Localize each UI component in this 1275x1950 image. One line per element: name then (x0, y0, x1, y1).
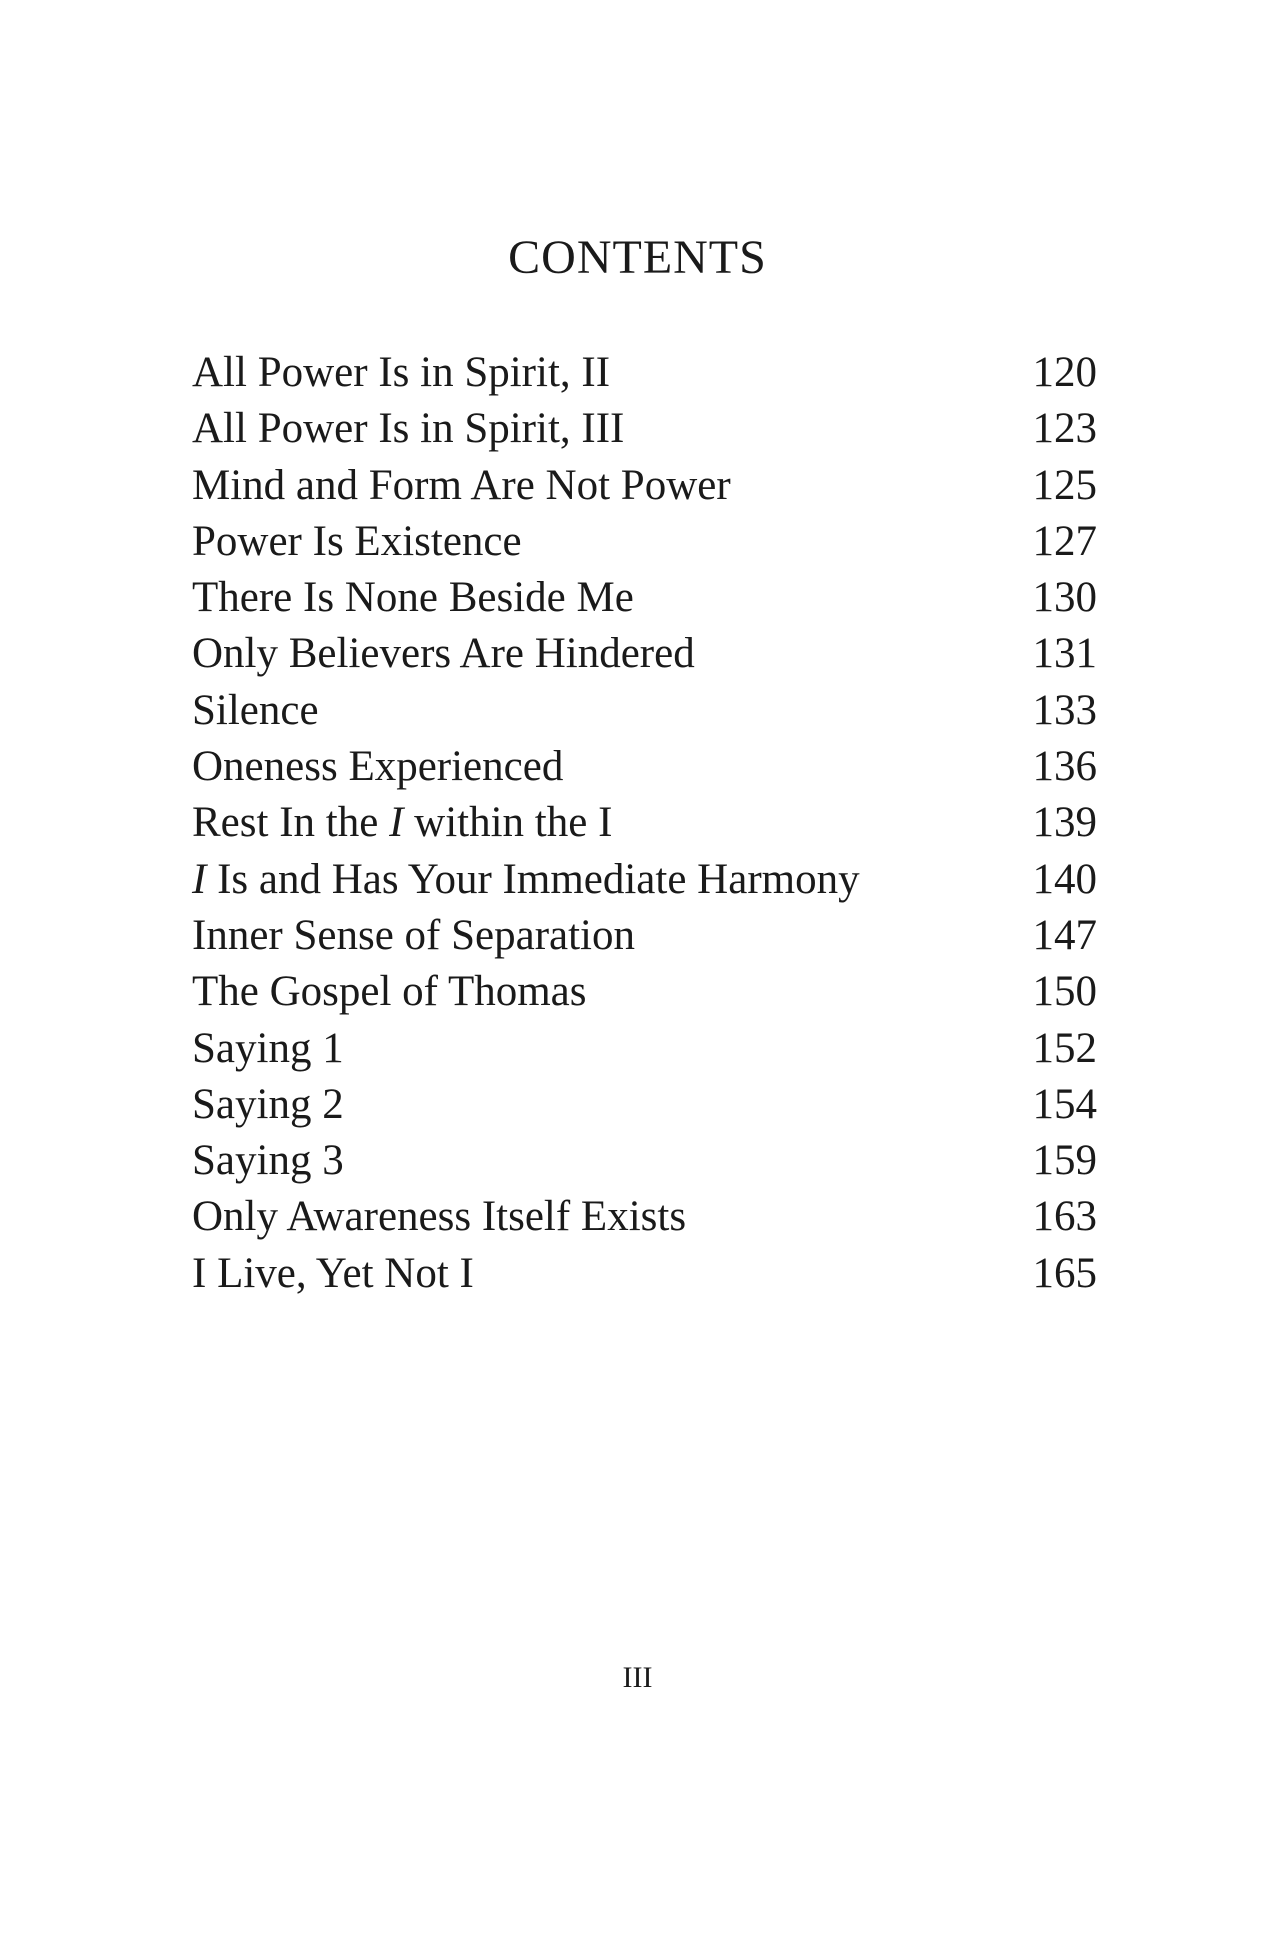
toc-entry-page: 154 (1032, 1080, 1097, 1128)
toc-entry-title-part: Is and Has Your Immediate Harmony (206, 855, 860, 903)
toc-entry-page: 163 (1032, 1193, 1097, 1241)
toc-entry-page: 159 (1032, 1137, 1097, 1185)
toc-entry (192, 458, 1097, 514)
toc-entry-title: Oneness Experienced (192, 743, 564, 791)
toc-entry-title: Saying 2 (192, 1080, 344, 1128)
toc-entry-title: I Live, Yet Not I (192, 1249, 474, 1297)
toc-entry-page: 131 (1032, 630, 1097, 678)
toc-entry-title: There Is None Beside Me (192, 574, 634, 622)
toc-entry-page: 136 (1032, 743, 1097, 791)
toc-entry (192, 852, 1097, 908)
toc-entry-page: 123 (1032, 405, 1097, 453)
toc-entry (192, 514, 1097, 570)
toc-entry-page: 133 (1032, 686, 1097, 734)
toc-entry-page: 152 (1032, 1024, 1097, 1072)
toc-entry-title: Inner Sense of Separation (192, 911, 635, 959)
toc-entry-title: Saying 1 (192, 1024, 344, 1072)
toc-entry-page: 139 (1032, 799, 1097, 847)
toc-entry (192, 1133, 1097, 1189)
toc-entry-title: All Power Is in Spirit, III (192, 405, 625, 453)
toc-entry (192, 1077, 1097, 1133)
toc-entry-title-part: within the I (403, 799, 613, 847)
toc-entry-title-italic: I (192, 855, 207, 903)
toc-entry-page: 120 (1032, 349, 1097, 396)
toc-entry-title-part: Rest In the (192, 799, 390, 847)
table-of-contents (192, 345, 1097, 1302)
toc-entry-page: 140 (1032, 855, 1097, 903)
toc-entry-title: All Power Is in Spirit, II (192, 349, 611, 396)
toc-entry-page: 147 (1032, 911, 1097, 959)
toc-entry (192, 1246, 1097, 1302)
toc-entry (192, 401, 1097, 457)
toc-entry-title (192, 795, 1017, 851)
toc-entry-page: 125 (1032, 461, 1097, 509)
toc-entry (192, 908, 1097, 964)
toc-entry (192, 1189, 1097, 1245)
toc-entry (192, 1021, 1097, 1077)
toc-entry (192, 795, 1097, 851)
toc-entry-page: 127 (1032, 517, 1097, 565)
toc-entry (192, 964, 1097, 1020)
toc-entry-title: Saying 3 (192, 1137, 344, 1185)
toc-entry-page: 130 (1032, 574, 1097, 622)
toc-entry (192, 683, 1097, 739)
toc-entry (192, 570, 1097, 626)
toc-entry (192, 345, 1097, 401)
toc-entry-title: Power Is Existence (192, 517, 522, 565)
toc-entry-title: Mind and Form Are Not Power (192, 461, 731, 509)
toc-entry-page: 150 (1032, 968, 1097, 1016)
toc-entry-page: 165 (1032, 1249, 1097, 1297)
toc-entry (192, 739, 1097, 795)
toc-entry-title-italic: I (389, 799, 404, 847)
page-title: CONTENTS (508, 231, 767, 284)
toc-entry-title: Only Awareness Itself Exists (192, 1193, 687, 1241)
toc-entry-title: Only Believers Are Hindered (192, 630, 695, 678)
toc-entry-title: The Gospel of Thomas (192, 968, 587, 1016)
toc-entry (192, 626, 1097, 682)
toc-entry-title: Silence (192, 686, 319, 734)
page-number: III (622, 1661, 653, 1694)
toc-entry-title (192, 852, 1017, 908)
